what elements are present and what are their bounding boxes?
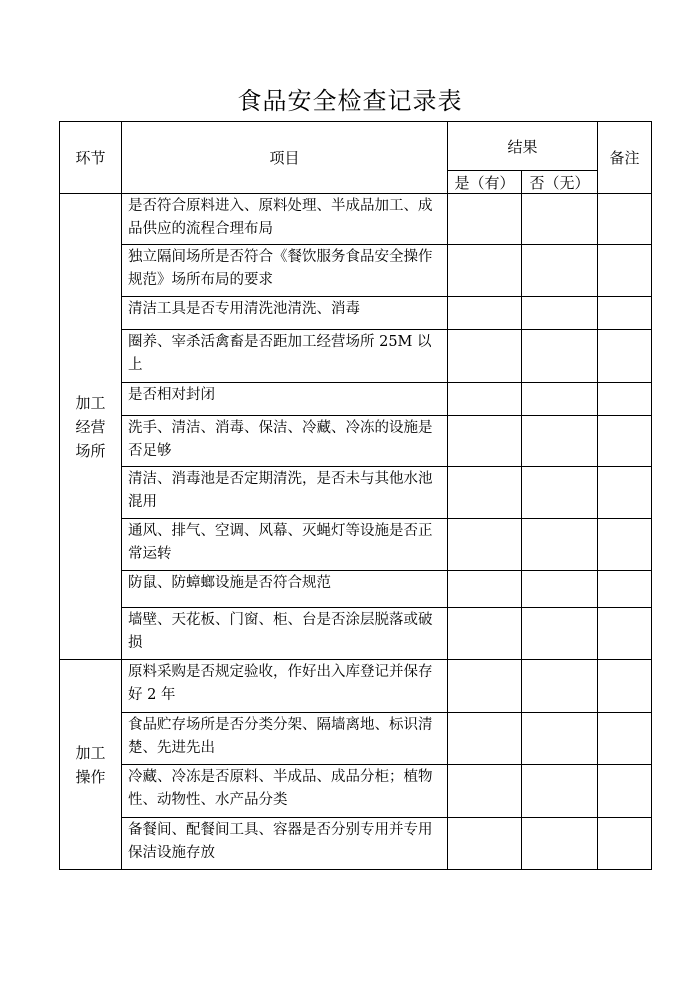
no-cell[interactable]	[522, 571, 598, 608]
yes-cell[interactable]	[448, 194, 522, 245]
remarks-cell[interactable]	[598, 245, 652, 297]
remarks-cell[interactable]	[598, 608, 652, 660]
no-cell[interactable]	[522, 245, 598, 297]
no-cell[interactable]	[522, 713, 598, 765]
yes-cell[interactable]	[448, 571, 522, 608]
document-title: 食品安全检查记录表	[237, 87, 463, 115]
item-cell: 是否相对封闭	[122, 383, 448, 416]
stage-label: 加工操作	[75, 743, 106, 786]
remarks-cell[interactable]	[598, 765, 652, 818]
no-cell[interactable]	[522, 330, 598, 383]
item-cell: 墙壁、天花板、门窗、柜、台是否涂层脱落或破损	[122, 608, 448, 660]
remarks-cell[interactable]	[598, 297, 652, 330]
item-cell: 原料采购是否规定验收，作好出入库登记并保存好 2 年	[122, 660, 448, 713]
header-remarks: 备注	[598, 122, 652, 194]
no-cell[interactable]	[522, 194, 598, 245]
item-cell: 备餐间、配餐间工具、容器是否分别专用并专用保洁设施存放	[122, 818, 448, 870]
remarks-cell[interactable]	[598, 383, 652, 416]
stage-cell	[60, 660, 122, 870]
item-cell: 是否符合原料进入、原料处理、半成品加工、成品供应的流程合理布局	[122, 194, 448, 245]
remarks-cell[interactable]	[598, 519, 652, 571]
yes-cell[interactable]	[448, 608, 522, 660]
no-cell[interactable]	[522, 765, 598, 818]
item-cell: 圈养、宰杀活禽畜是否距加工经营场所 25M 以上	[122, 330, 448, 383]
item-cell: 冷藏、冷冻是否原料、半成品、成品分柜；植物性、动物性、水产品分类	[122, 765, 448, 818]
no-cell[interactable]	[522, 608, 598, 660]
remarks-cell[interactable]	[598, 330, 652, 383]
yes-cell[interactable]	[448, 765, 522, 818]
header-result: 结果	[448, 122, 598, 171]
item-cell: 食品贮存场所是否分类分架、隔墙离地、标识清楚、先进先出	[122, 713, 448, 765]
yes-cell[interactable]	[448, 330, 522, 383]
yes-cell[interactable]	[448, 383, 522, 416]
item-cell: 通风、排气、空调、风幕、灭蝇灯等设施是否正常运转	[122, 519, 448, 571]
yes-cell[interactable]	[448, 660, 522, 713]
yes-cell[interactable]	[448, 416, 522, 467]
yes-cell[interactable]	[448, 245, 522, 297]
remarks-cell[interactable]	[598, 416, 652, 467]
yes-cell[interactable]	[448, 519, 522, 571]
header-no: 否（无）	[522, 171, 598, 194]
remarks-cell[interactable]	[598, 660, 652, 713]
stage-cell	[60, 194, 122, 660]
yes-cell[interactable]	[448, 713, 522, 765]
header-yes: 是（有）	[448, 171, 522, 194]
remarks-cell[interactable]	[598, 713, 652, 765]
remarks-cell[interactable]	[598, 467, 652, 519]
yes-cell[interactable]	[448, 297, 522, 330]
remarks-cell[interactable]	[598, 194, 652, 245]
no-cell[interactable]	[522, 519, 598, 571]
item-cell: 清洁工具是否专用清洗池清洗、消毒	[122, 297, 448, 330]
no-cell[interactable]	[522, 467, 598, 519]
item-cell: 洗手、清洁、消毒、保洁、冷藏、冷冻的设施是否足够	[122, 416, 448, 467]
remarks-cell[interactable]	[598, 818, 652, 870]
header-stage: 环节	[60, 122, 122, 194]
no-cell[interactable]	[522, 297, 598, 330]
yes-cell[interactable]	[448, 818, 522, 870]
no-cell[interactable]	[522, 416, 598, 467]
no-cell[interactable]	[522, 818, 598, 870]
stage-label: 加工经营场所	[75, 393, 106, 460]
header-item: 项目	[122, 122, 448, 194]
no-cell[interactable]	[522, 660, 598, 713]
item-cell: 防鼠、防蟑螂设施是否符合规范	[122, 571, 448, 608]
item-cell: 独立隔间场所是否符合《餐饮服务食品安全操作规范》场所布局的要求	[122, 245, 448, 297]
inspection-table	[59, 121, 652, 870]
remarks-cell[interactable]	[598, 571, 652, 608]
item-cell: 清洁、消毒池是否定期清洗，是否未与其他水池混用	[122, 467, 448, 519]
no-cell[interactable]	[522, 383, 598, 416]
yes-cell[interactable]	[448, 467, 522, 519]
